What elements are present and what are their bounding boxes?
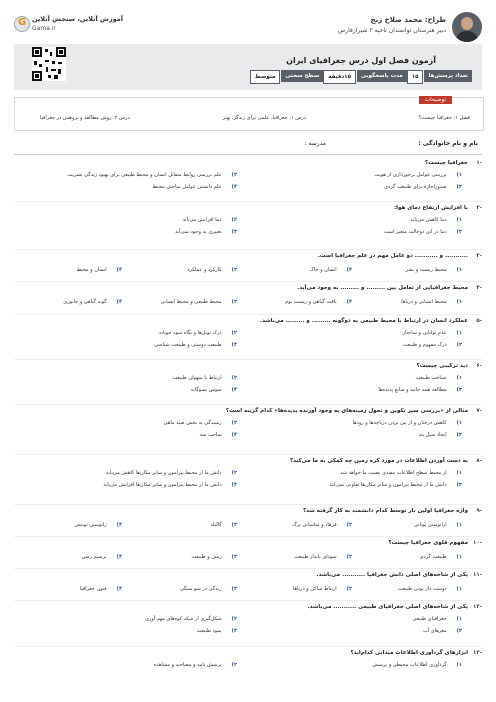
option-number: ۱) <box>456 662 462 668</box>
answer-option[interactable] <box>159 330 237 336</box>
question-number: ۵- <box>476 318 482 324</box>
option-text: اراتوستن یونانی <box>413 522 447 528</box>
question-text: محیط جغرافیایی از تعامل بین ......... و ......... به وجود می‌آید. <box>297 285 468 291</box>
option-text: محیط طبیعی و محیط انسانی <box>160 299 222 305</box>
question-number: ۹- <box>476 508 482 514</box>
option-text: گونه گیاهی و جانوری <box>63 299 107 305</box>
answer-option[interactable] <box>378 387 462 393</box>
question-number: ۳- <box>476 253 482 259</box>
option-number: ۱) <box>456 522 462 528</box>
divider <box>14 154 482 155</box>
question-number: ۱- <box>476 160 482 166</box>
answer-option[interactable] <box>406 267 463 273</box>
question-divider <box>14 281 482 282</box>
option-text: علم دانستن عوامل ساختی محیط <box>152 184 222 190</box>
option-number: ۳) <box>456 628 462 634</box>
option-text: دانش ما از محیط پیرامون و سایر مکان‌ها تفاوتی نمی‌کند <box>329 482 447 488</box>
option-number: ۳) <box>456 387 462 393</box>
designer-name: طراح: محمد صلاح زنج <box>370 16 446 24</box>
answer-option[interactable] <box>419 432 462 438</box>
answer-option[interactable] <box>329 482 462 488</box>
answer-option[interactable] <box>340 470 462 476</box>
answer-option[interactable] <box>154 662 237 668</box>
option-text: زندگی در سو سنگی <box>179 586 222 592</box>
student-school-label: مدرسه : <box>304 140 326 147</box>
option-text: ساخت سد <box>199 432 222 438</box>
student-name-label: نام و نام خانوادگی : <box>418 140 478 147</box>
question-text: واژه جغرافیا اولین بار توسط کدام دانشمند به کار گرفته شد؟ <box>302 508 468 514</box>
option-number: ۲) <box>231 662 237 668</box>
question-divider <box>14 646 482 647</box>
note-lesson-2: درس ۲: روش مطالعه و پژوهش در جغرافیا <box>40 115 130 121</box>
answer-option[interactable] <box>81 554 122 560</box>
option-text: پمود طبیعت <box>196 628 222 634</box>
question-text: مفهوم قلوی جغرافیا چیست؟ <box>388 540 468 546</box>
answer-option[interactable] <box>403 342 462 348</box>
header <box>14 12 482 44</box>
question-number: ۴- <box>476 285 482 291</box>
question-divider <box>14 568 482 569</box>
answer-option[interactable] <box>103 482 237 488</box>
question-divider <box>14 600 482 601</box>
answer-option[interactable] <box>187 267 237 273</box>
question-number: ۸- <box>476 458 482 464</box>
option-number: ۲) <box>231 470 237 476</box>
option-number: ۴) <box>231 229 237 235</box>
option-text: سودای پایدار طبیعت <box>294 554 337 560</box>
question-text: جغرافیا چیست؟ <box>424 160 468 166</box>
option-number: ۳) <box>456 482 462 488</box>
option-text: ترسیم زمین <box>81 554 107 560</box>
question-text: مثالی از «بررسی سیر تکوین و تحول زمینه‌های به وجود آورنده پدیده‌ها» کدام گزینه است؟ <box>225 408 468 414</box>
exam-info-chips <box>250 70 472 82</box>
option-number: ۱) <box>456 554 462 560</box>
option-text: ایجاد سیل بند <box>418 432 447 438</box>
option-number: ۴) <box>116 586 122 592</box>
question-divider <box>14 404 482 405</box>
option-text: دما افزایش می‌یابد <box>182 217 222 223</box>
answer-option[interactable] <box>106 470 237 476</box>
answer-option[interactable] <box>161 299 237 305</box>
answer-option[interactable] <box>75 522 122 528</box>
note-lesson-1: درس ۱: جغرافیا، علمی برای زندگی بهتر <box>222 115 306 121</box>
answer-option[interactable] <box>191 554 237 560</box>
answer-option[interactable] <box>172 375 237 381</box>
question-number: ۷- <box>476 408 482 414</box>
question-text: یکی از شاخه‌های اصلی جغرافیای طبیعی ........... می‌باشد. <box>307 604 468 610</box>
question-divider <box>14 536 482 537</box>
answer-option[interactable] <box>63 299 122 305</box>
option-number: ۲) <box>346 267 352 273</box>
option-text: دانش ما از محیط پیرامون و سایر مکان‌ها کاهش می‌یابد <box>106 470 222 476</box>
answer-option[interactable] <box>401 299 462 305</box>
answer-option[interactable] <box>372 662 462 668</box>
option-text: کارکرد و عملکرد <box>187 267 222 273</box>
answer-option[interactable] <box>416 375 463 381</box>
answer-option[interactable] <box>384 229 462 235</box>
option-text: درک مفهوم و طبیعت <box>402 342 447 348</box>
option-number: ۴) <box>116 554 122 560</box>
option-number: ۴) <box>231 184 237 190</box>
option-number: ۴) <box>231 387 237 393</box>
option-number: ۳) <box>231 267 237 273</box>
answer-option[interactable] <box>398 586 462 592</box>
option-number: ۱) <box>456 330 462 336</box>
option-number: ۲) <box>231 375 237 381</box>
qr-code-icon <box>32 47 66 81</box>
option-text: کاهش درختان و از بین بردن دریاچه‌ها و رودها <box>352 420 447 426</box>
question-divider <box>14 359 482 360</box>
option-text: درک تونل‌ها و نگاه سود جویانه <box>158 330 222 336</box>
answer-option[interactable] <box>80 586 122 592</box>
chip-duration-label: مدت پاسخگویی <box>356 70 407 82</box>
option-number: ۲) <box>346 586 352 592</box>
question-text: یکی از شاخه‌های اصلی دانش جغرافیا ........... می‌باشد. <box>316 572 468 578</box>
option-number: ۳) <box>456 229 462 235</box>
option-number: ۴) <box>231 432 237 438</box>
option-text: انسان و خاک <box>309 267 337 273</box>
answer-option[interactable] <box>175 229 237 235</box>
chip-difficulty-value: متوسط <box>250 70 280 84</box>
question-text: ........... و ........... دو عامل مهم در علم جغرافیا است. <box>317 253 468 259</box>
option-text: دانش ما از محیط پیرامون و سایر مکان‌ها افزایش می‌یابد <box>103 482 222 488</box>
answer-option[interactable] <box>183 217 237 223</box>
answer-option[interactable] <box>154 342 237 348</box>
option-text: طبیعت دوستی و طبیعت شناسی <box>154 342 222 348</box>
answer-option[interactable] <box>423 628 462 634</box>
option-text: مغزهای آب <box>423 628 447 634</box>
option-number: ۳) <box>231 554 237 560</box>
brand <box>32 15 123 32</box>
chip-difficulty-label: سطح سختی <box>280 70 323 82</box>
question-divider <box>14 201 482 202</box>
option-text: محیط انسانی و دریاها <box>401 299 447 305</box>
answer-option[interactable] <box>419 554 462 560</box>
option-text: دما کاهش می‌یابد <box>410 217 447 223</box>
question-number: ۶- <box>476 363 482 369</box>
option-number: ۴) <box>231 482 237 488</box>
option-text: پرسش نامه و مصاحبه و مشاهده <box>153 662 222 668</box>
avatar <box>452 12 482 42</box>
answer-option[interactable] <box>384 184 462 190</box>
question-divider <box>14 504 482 505</box>
option-text: بررسی عوامل برخورداری از هویت <box>374 172 447 178</box>
question-text: عملکرد انسان در ارتباط با محیط طبیعی به دوگونه ......... و ......... می‌باشد. <box>259 318 468 324</box>
option-number: ۱) <box>456 172 462 178</box>
question-number: ۱۲- <box>473 604 482 610</box>
option-text: دما در این دوحالت متغیر است <box>383 229 447 235</box>
question-text: دید ترکیبی چیست؟ <box>416 363 468 369</box>
option-number: ۲) <box>231 616 237 622</box>
answer-option[interactable] <box>164 420 237 426</box>
option-number: ۱) <box>456 299 462 305</box>
option-number: ۲) <box>231 217 237 223</box>
option-number: ۳) <box>231 522 237 528</box>
option-text: صدوراجازه برای طبیعت گردی <box>384 184 447 190</box>
answer-option[interactable] <box>191 387 237 393</box>
answer-option[interactable] <box>293 586 352 592</box>
option-number: ۱) <box>456 470 462 476</box>
option-number: ۱) <box>456 375 462 381</box>
brand-logo-icon <box>14 16 30 32</box>
question-divider <box>14 314 482 315</box>
chip-question-count-value: ۱۵ <box>407 70 424 84</box>
answer-option[interactable] <box>410 217 462 223</box>
brand-name: آموزش آنلاین، سنجش آنلاین <box>32 15 124 23</box>
option-text: زمین و طبیعت <box>191 554 222 560</box>
option-number: ۳) <box>456 342 462 348</box>
option-text: تغییری به وجود نمی‌آید <box>175 229 222 235</box>
answer-option[interactable] <box>68 172 237 178</box>
notes-box <box>14 97 484 131</box>
option-number: ۲) <box>231 172 237 178</box>
option-text: ارتباط با سهولن طبیعت <box>172 375 222 381</box>
answer-option[interactable] <box>374 172 462 178</box>
designer-info <box>338 16 446 34</box>
question-divider <box>14 249 482 250</box>
answer-option[interactable] <box>285 299 352 305</box>
option-number: ۲) <box>346 554 352 560</box>
answer-option[interactable] <box>292 522 352 528</box>
option-text: فنون جغرافیا <box>79 586 107 592</box>
answer-option[interactable] <box>414 522 462 528</box>
option-text: بافت گیاهی و زیست بوم <box>285 299 337 305</box>
option-text: شناخت طبیعت <box>415 375 447 381</box>
answer-option[interactable] <box>180 586 237 592</box>
option-number: ۲) <box>231 420 237 426</box>
answer-option[interactable] <box>412 616 462 622</box>
exam-title: آزمون فصل اول درس جغرافیای ایران <box>286 56 436 65</box>
answer-option[interactable] <box>210 522 237 528</box>
question-text: با افزایش ارتفاع دمای هوا: <box>393 205 468 211</box>
option-text: مطالعه همه جانبه و منابع پدیده‌ها <box>378 387 447 393</box>
option-number: ۱) <box>456 267 462 273</box>
option-text: از محیط سطح اطلاعات مفیدی نصیب ما خواهد شد <box>340 470 447 476</box>
question-divider <box>14 454 482 455</box>
option-text: سوس پسوگانه <box>190 387 222 393</box>
option-number: ۳) <box>231 586 237 592</box>
answer-option[interactable] <box>76 267 122 273</box>
option-number: ۲) <box>346 299 352 305</box>
option-number: ۴) <box>116 522 122 528</box>
option-text: انسان و محیط <box>76 267 107 273</box>
note-chapter: فصل ۱: جغرافیا چیست؟ <box>418 115 470 121</box>
option-number: ۴) <box>231 628 237 634</box>
answer-option[interactable] <box>294 554 352 560</box>
option-text: گالیله <box>210 522 222 528</box>
answer-option[interactable] <box>152 184 237 190</box>
question-number: ۱۰- <box>473 540 482 546</box>
chip-duration-value: ۱۵دقیقه <box>323 70 356 84</box>
option-number: ۴) <box>116 267 122 273</box>
option-text: گردآوری اطلاعات محیطی و پرسش <box>372 662 447 668</box>
option-number: ۱) <box>456 616 462 622</box>
question-number: ۲- <box>476 205 482 211</box>
chip-question-count-label: تعداد پرسش‌ها <box>423 70 472 82</box>
option-number: ۲) <box>346 522 352 528</box>
option-number: ۱) <box>456 420 462 426</box>
option-number: ۳) <box>456 432 462 438</box>
brand-url[interactable]: Gama.ir <box>32 25 56 32</box>
question-number: ۱۱- <box>473 572 482 578</box>
answer-option[interactable] <box>200 432 237 438</box>
option-text: طبیعت گردی <box>419 554 447 560</box>
option-text: محیط زیست و بشر <box>405 267 447 273</box>
option-text: جغرافیای طبیعی <box>412 616 447 622</box>
option-number: ۱) <box>456 217 462 223</box>
question-text: به دست آوردن اطلاعات در مورد کره زمین چه کمکی به ما می‌کند؟ <box>289 458 468 464</box>
option-number: ۴) <box>116 299 122 305</box>
question-number: ۱۳- <box>473 650 482 656</box>
answer-option[interactable] <box>197 628 237 634</box>
option-number: ۳) <box>456 184 462 190</box>
answer-option[interactable] <box>310 267 352 273</box>
option-text: عدم توانایی و ساختار <box>402 330 447 336</box>
option-text: رسیدگی به بخش صید ماهی <box>163 420 222 426</box>
option-text: فرهاد و ساسانی برگ <box>292 522 337 528</box>
answer-option[interactable] <box>352 420 462 426</box>
option-number: ۴) <box>231 342 237 348</box>
option-text: ارتباط ساکن و دریاها <box>292 586 337 592</box>
option-number: ۳) <box>231 299 237 305</box>
option-text: دوست دار بودن طبیعت <box>397 586 447 592</box>
option-text: راتوستن توننس <box>74 522 107 528</box>
option-text: شکل‌گیری از شکه کوه‌های مهم آوری <box>144 616 222 622</box>
option-number: ۲) <box>231 330 237 336</box>
notes-tag: توضیحات <box>419 96 452 104</box>
answer-option[interactable] <box>403 330 462 336</box>
option-number: ۱) <box>456 586 462 592</box>
designer-school: دبیر هنرستان توانمندان ناحیه ۲ شیرازفارس <box>337 27 446 34</box>
option-text: علم بررسی روابط متقابل انسان و محیط طبیعی برای بهبود زندگی بشریت <box>67 172 222 178</box>
question-text: ابزارهای گردآوری اطلاعات میدانی کدام‌اند؟ <box>350 650 468 656</box>
answer-option[interactable] <box>145 616 237 622</box>
